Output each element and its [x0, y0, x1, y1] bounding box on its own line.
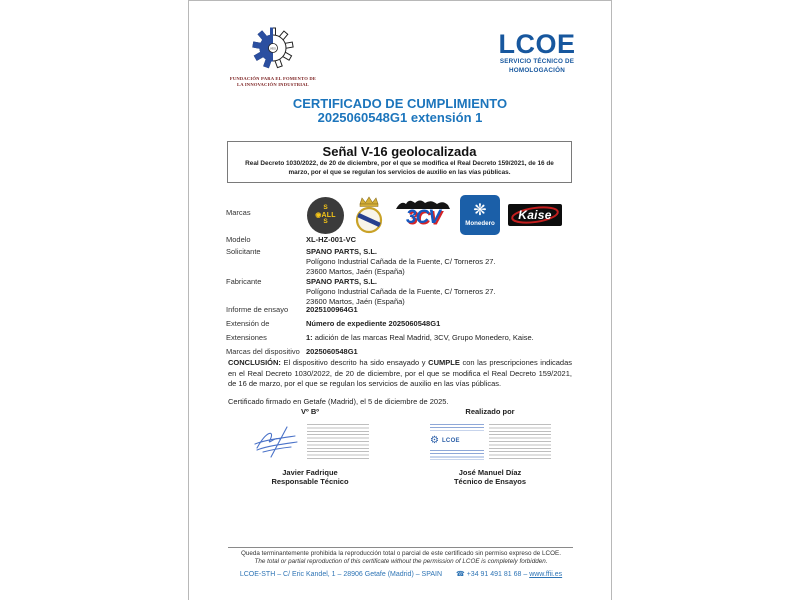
real-madrid-crest-icon — [352, 195, 386, 235]
field-value-modelo: XL-HZ-001-VC — [306, 235, 357, 244]
field-label-fabricante: Fabricante — [226, 277, 262, 286]
field-label-extension-de: Extensión de — [226, 319, 270, 328]
stamp-text-top — [430, 424, 484, 431]
fabricante-address2: 23600 Martos, Jaén (España) — [306, 296, 405, 306]
3cv-brand-logo — [394, 197, 452, 233]
field-label-marcas: Marcas — [226, 208, 251, 217]
field-label-modelo: Modelo — [226, 235, 251, 244]
footer-notice-en: The total or partial reproduction of this certificate without the permission of LCOE is completely forbidden. — [254, 558, 548, 565]
footer-divider — [228, 547, 573, 548]
field-value-extension-de: Número de expediente 2025060548G1 — [306, 319, 441, 328]
sos-mid-text: ◉ALL — [315, 211, 336, 219]
kaise-wordmark: Kaise — [518, 208, 552, 222]
digital-signature-text-block-right — [489, 424, 551, 460]
signed-location-date: Certificado firmado en Getafe (Madrid), el 5 de diciembre de 2025. — [228, 397, 449, 406]
conclusion-paragraph — [228, 358, 572, 390]
footer-address: LCOE-STH – C/ Eric Kandel, 1 – 28906 Getafe (Madrid) – SPAIN — [239, 571, 443, 578]
vobo-header: Vº Bº — [301, 407, 319, 416]
sos-top-letter: S — [323, 204, 328, 211]
right-signer-name: José Manuel Díaz — [458, 468, 522, 477]
ffii-name-line1: FUNDACIÓN PARA EL FOMENTO DE — [229, 76, 317, 81]
digital-signature-text-block — [307, 424, 369, 460]
field-label-informe: Informe de ensayo — [226, 305, 289, 314]
stamp-text-bottom — [430, 450, 484, 460]
document-title — [189, 97, 611, 125]
sos-bottom-letter: S — [323, 217, 328, 225]
product-title: Señal V-16 geolocalizada — [322, 144, 477, 159]
lcoe-subtitle-line2: HOMOLOGACIÓN — [509, 66, 565, 74]
ffii-logo — [225, 27, 321, 88]
signature-left-column — [248, 407, 372, 487]
extensiones-text: adición de las marcas Real Madrid, 3CV, Grupo Monedero, Kaise. — [312, 333, 534, 342]
conclusion-text1: El dispositivo descrito ha sido ensayado y — [280, 358, 429, 367]
left-signature-area — [248, 420, 372, 464]
right-signer — [428, 468, 552, 487]
left-signer-name: Javier Fadrique — [282, 468, 338, 477]
fabricante-address1: Polígono Industrial Cañada de la Fuente, C/ Torneros 27. — [306, 286, 496, 296]
ffii-name-line2: LA INNOVACIÓN INDUSTRIAL — [236, 81, 310, 87]
realizado-por-header: Realizado por — [465, 407, 515, 416]
title-line2: 2025060548G1 extensión 1 — [317, 110, 483, 126]
product-box — [227, 141, 572, 183]
conclusion-text2: con las prescripciones indicadas en el Real Decreto 1030/2022, de 20 de diciembre, por el que se modifica el Real Decreto 159/2021, de 16 de marzo, por el que se regulan los servicios de auxilio en las vías públicas. — [228, 358, 573, 388]
monedero-brand-logo — [460, 195, 500, 235]
fabricante-name: SPANO PARTS, S.L. — [306, 277, 377, 286]
svg-text:FIII: FIII — [270, 46, 276, 51]
brand-logos-row — [307, 194, 562, 236]
3cv-wordmark: 3CV — [406, 207, 440, 228]
digital-stamp — [429, 423, 485, 461]
field-value-fabricante — [306, 277, 568, 306]
stamp-lcoe-text: LCOE — [441, 437, 460, 444]
solicitante-address2: 23600 Martos, Jaén (España) — [306, 266, 405, 276]
gear-icon — [251, 27, 295, 71]
footer-notice-es: Queda terminantemente prohibida la reproducción total o parcial de este certificado sin permiso expreso de LCOE. — [241, 550, 561, 557]
left-signer — [248, 468, 372, 487]
cumple-keyword: CUMPLE — [428, 358, 460, 367]
extensiones-number: 1: — [306, 333, 313, 342]
conclusion-keyword: CONCLUSIÓN: — [228, 358, 281, 367]
right-signature-area — [428, 420, 552, 464]
handwritten-signature-icon — [251, 424, 303, 460]
solicitante-address1: Polígono Industrial Cañada de la Fuente, C/ Torneros 27. — [306, 256, 496, 266]
right-signer-role: Técnico de Ensayos — [453, 477, 527, 487]
field-value-extensiones — [306, 333, 568, 342]
snowflake-icon: ❋ — [473, 202, 487, 219]
left-signer-role: Responsable Técnico — [271, 477, 349, 487]
product-regulation: Real Decreto 1030/2022, de 20 de diciembre, por el que se modifica el Real Decreto 159/2021, de 16 de marzo, por el que se regulan los servicios de auxilio en las vías públicas. — [245, 160, 554, 176]
solicitante-name: SPANO PARTS, S.L. — [306, 247, 377, 256]
signature-right-column — [428, 407, 552, 487]
footer-phone: ☎ +34 91 491 81 68 – — [456, 571, 530, 578]
field-value-informe: 2025100964G1 — [306, 305, 358, 314]
kaise-brand-logo — [508, 204, 562, 226]
field-value-solicitante — [306, 247, 568, 276]
stamp-gear-icon: ⚙ — [430, 434, 439, 446]
title-line1: CERTIFICADO DE CUMPLIMIENTO — [292, 96, 508, 111]
field-label-marcas-dispositivo: Marcas del dispositivo — [226, 347, 300, 356]
lcoe-logo — [491, 31, 583, 75]
certificate-page — [188, 0, 612, 600]
field-label-extensiones: Extensiones — [226, 333, 267, 342]
footer-website-link[interactable]: www.ffii.es — [529, 571, 563, 578]
lcoe-subtitle-line1: SERVICIO TÉCNICO DE — [499, 58, 575, 65]
footer-contact — [209, 570, 593, 578]
lcoe-wordmark: LCOE — [498, 29, 576, 59]
sos-all-brand-icon — [307, 197, 344, 234]
field-value-marcas-dispositivo: 2025060548G1 — [306, 347, 358, 356]
field-label-solicitante: Solicitante — [226, 247, 261, 256]
monedero-wordmark: Monedero — [465, 220, 495, 227]
